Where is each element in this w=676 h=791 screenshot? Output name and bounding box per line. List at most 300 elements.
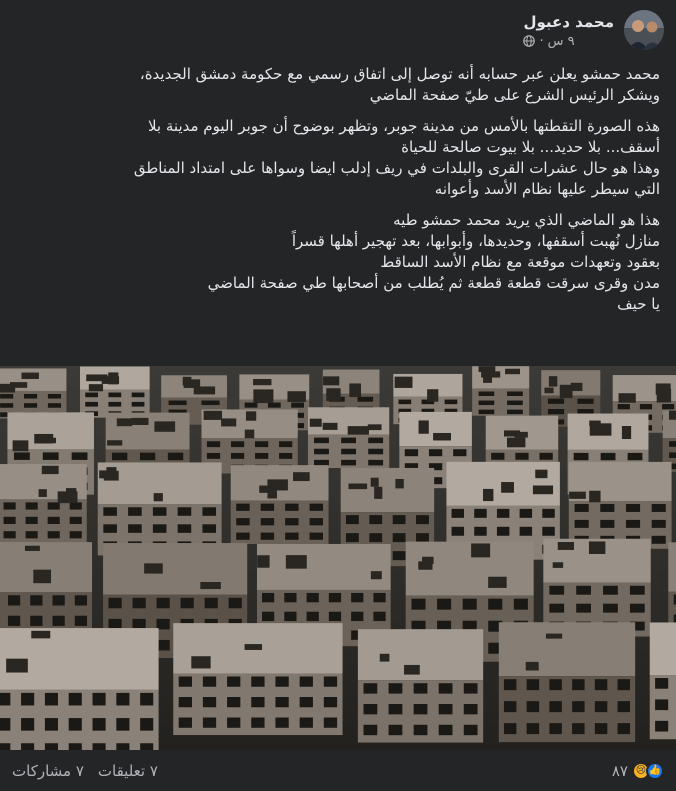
building-window bbox=[393, 515, 406, 524]
building-window bbox=[479, 401, 495, 406]
building-window bbox=[504, 701, 516, 712]
roof-damage bbox=[221, 418, 236, 426]
building-window bbox=[429, 449, 442, 456]
building-window bbox=[227, 676, 240, 686]
building-window bbox=[153, 507, 167, 516]
building-window bbox=[0, 394, 13, 399]
reactions-summary[interactable] bbox=[612, 762, 664, 780]
roof-damage bbox=[368, 424, 382, 430]
building-window bbox=[576, 604, 591, 613]
roof-damage bbox=[38, 438, 56, 443]
building-window bbox=[628, 453, 643, 460]
building-window bbox=[542, 509, 554, 518]
roof-damage bbox=[371, 571, 382, 579]
building-window bbox=[393, 533, 406, 542]
reactions-count: ٨٧ bbox=[611, 761, 628, 780]
roof-damage bbox=[108, 372, 118, 384]
building-window bbox=[75, 595, 87, 605]
text-line: ويشكر الرئيس الشرع على طيّ صفحة الماضي bbox=[369, 86, 660, 104]
building-window bbox=[4, 517, 16, 524]
building-window bbox=[103, 524, 117, 533]
roof-damage bbox=[191, 656, 210, 668]
building-window bbox=[70, 502, 82, 509]
building-window bbox=[655, 721, 668, 732]
roof-damage bbox=[6, 659, 28, 673]
building-window bbox=[48, 531, 60, 538]
building-window bbox=[108, 619, 121, 630]
shares-count[interactable]: ٧ مشاركات bbox=[12, 761, 84, 780]
building-window bbox=[178, 507, 192, 516]
building-window bbox=[128, 524, 142, 533]
building-window bbox=[275, 697, 288, 707]
building-wall bbox=[499, 676, 635, 742]
building-window bbox=[439, 704, 453, 714]
building-window bbox=[310, 533, 323, 540]
building-window bbox=[497, 527, 509, 536]
building-window bbox=[261, 533, 274, 540]
building-window bbox=[14, 452, 30, 460]
building-window bbox=[291, 403, 304, 408]
roof-damage bbox=[483, 489, 493, 501]
building-window bbox=[69, 743, 82, 750]
building-window bbox=[300, 676, 313, 686]
roof-damage bbox=[371, 478, 379, 487]
building-window bbox=[24, 394, 37, 399]
building-window bbox=[549, 701, 561, 712]
building-window bbox=[48, 403, 61, 408]
building-window bbox=[140, 743, 153, 750]
building-window bbox=[229, 598, 242, 609]
building-window bbox=[251, 718, 264, 728]
building-window bbox=[202, 507, 216, 516]
building-window bbox=[630, 604, 645, 613]
roof-damage bbox=[546, 634, 562, 639]
roof-damage bbox=[246, 411, 256, 420]
building-window bbox=[507, 391, 523, 396]
post-photo[interactable] bbox=[0, 366, 676, 750]
building-window bbox=[4, 502, 16, 509]
building-window bbox=[520, 509, 532, 518]
engagement-counts bbox=[12, 762, 158, 780]
text-line: بعقود وتعهدات موقعة مع نظام الأسد الساقط bbox=[380, 253, 660, 271]
building-window bbox=[314, 460, 329, 466]
building-window bbox=[70, 517, 82, 524]
building-window bbox=[655, 678, 668, 689]
building-window bbox=[103, 507, 117, 516]
roof-damage bbox=[471, 543, 490, 557]
roof-damage bbox=[404, 665, 420, 675]
roof-damage bbox=[131, 418, 148, 425]
building-window bbox=[507, 410, 523, 415]
building-window bbox=[416, 533, 429, 542]
building-window bbox=[307, 593, 319, 602]
building-window bbox=[479, 410, 495, 415]
building-window bbox=[236, 518, 249, 525]
building-window bbox=[4, 531, 16, 538]
building-window bbox=[341, 449, 356, 455]
building-window bbox=[618, 723, 630, 734]
building-window bbox=[21, 743, 34, 750]
building-window bbox=[181, 598, 194, 609]
roof-damage bbox=[507, 438, 525, 448]
building-window bbox=[236, 504, 249, 511]
building-window bbox=[26, 502, 38, 509]
building-window bbox=[368, 449, 383, 455]
building-window bbox=[108, 598, 121, 609]
like-reaction-icon: 👍 bbox=[646, 762, 664, 780]
building-window bbox=[140, 453, 155, 461]
building-window bbox=[285, 518, 298, 525]
text-line: منازل نُهبت أسقفها، وحديدها، وأبوابها، بعد تهجير أهلها قسراً bbox=[291, 232, 660, 250]
building-window bbox=[414, 704, 428, 714]
roof-damage bbox=[560, 385, 573, 398]
roof-damage bbox=[204, 411, 222, 420]
building-window bbox=[577, 409, 593, 414]
building-window bbox=[358, 397, 374, 402]
building-window bbox=[504, 723, 516, 734]
building-window bbox=[497, 509, 509, 518]
roof-damage bbox=[323, 376, 339, 385]
building-window bbox=[284, 593, 296, 602]
building-window bbox=[364, 725, 378, 735]
building-window bbox=[205, 598, 218, 609]
building-window bbox=[416, 515, 429, 524]
roof-damage bbox=[154, 493, 163, 501]
building-window bbox=[572, 723, 584, 734]
building-window bbox=[245, 403, 258, 408]
roof-damage bbox=[42, 466, 59, 474]
building-window bbox=[324, 718, 337, 728]
building-window bbox=[474, 527, 486, 536]
building-window bbox=[389, 725, 403, 735]
building-window bbox=[72, 452, 88, 460]
author-avatar[interactable] bbox=[624, 10, 664, 50]
globe-icon[interactable] bbox=[523, 35, 535, 47]
roof-damage bbox=[89, 384, 103, 391]
roof-damage bbox=[31, 631, 50, 639]
roof-damage bbox=[106, 467, 116, 475]
building-window bbox=[630, 586, 645, 595]
building-window bbox=[507, 401, 523, 406]
building-window bbox=[75, 616, 87, 626]
building-window bbox=[527, 679, 539, 690]
building-window bbox=[231, 453, 244, 459]
text-line: محمد حمشو يعلن عبر حسابه أنه توصل إلى اتفاق رسمي مع حكومة دمشق الجديدة، bbox=[139, 65, 660, 83]
reaction-icons bbox=[632, 762, 664, 780]
roof-damage bbox=[656, 383, 671, 394]
building-window bbox=[595, 679, 607, 690]
roof-damage bbox=[533, 485, 553, 494]
building-window bbox=[618, 701, 630, 712]
building-window bbox=[133, 598, 146, 609]
building-window bbox=[346, 515, 359, 524]
post-time[interactable]: ٩ س bbox=[547, 33, 575, 49]
roof-damage bbox=[58, 491, 78, 503]
building-window bbox=[262, 612, 274, 621]
building-window bbox=[549, 586, 564, 595]
text-line: يا حيف bbox=[617, 295, 660, 313]
roof-damage bbox=[287, 391, 305, 402]
roof-damage bbox=[433, 433, 451, 440]
building-window bbox=[542, 527, 554, 536]
roof-damage bbox=[589, 491, 600, 503]
roof-damage bbox=[117, 418, 132, 426]
building-roof bbox=[668, 542, 676, 591]
building-window bbox=[116, 718, 129, 731]
roof-damage bbox=[619, 393, 636, 402]
building-roof bbox=[358, 629, 483, 680]
text-line: أسقف... بلا حديد... بلا بيوت صالحة للحياة bbox=[401, 138, 660, 156]
building-window bbox=[640, 404, 652, 409]
building-window bbox=[116, 743, 129, 750]
building-window bbox=[399, 400, 412, 405]
building-window bbox=[227, 697, 240, 707]
building-window bbox=[351, 593, 363, 602]
building-window bbox=[576, 586, 591, 595]
building-window bbox=[618, 679, 630, 690]
roof-damage bbox=[569, 492, 586, 499]
building-roof bbox=[257, 544, 391, 590]
building-window bbox=[393, 551, 406, 560]
building-window bbox=[179, 676, 192, 686]
roof-damage bbox=[25, 546, 40, 551]
building-window bbox=[69, 718, 82, 731]
building-window bbox=[53, 616, 65, 626]
comments-count[interactable]: ٧ تعليقات bbox=[97, 761, 158, 780]
building-window bbox=[21, 693, 34, 706]
building-window bbox=[307, 612, 319, 621]
roof-damage bbox=[293, 472, 310, 481]
building-window bbox=[491, 453, 504, 460]
building-window bbox=[600, 504, 614, 512]
building-window bbox=[603, 586, 618, 595]
roof-damage bbox=[526, 662, 539, 671]
building-window bbox=[26, 531, 38, 538]
building-window bbox=[43, 452, 59, 460]
building-roof bbox=[650, 622, 676, 675]
roof-damage bbox=[323, 423, 338, 430]
author-name[interactable]: محمد دعبول bbox=[523, 12, 614, 31]
building-window bbox=[539, 453, 552, 460]
building-window bbox=[601, 453, 616, 460]
building-window bbox=[488, 599, 502, 610]
building-window bbox=[411, 599, 425, 610]
building-window bbox=[329, 593, 341, 602]
building-window bbox=[520, 527, 532, 536]
building-roof bbox=[103, 543, 247, 595]
building-window bbox=[310, 504, 323, 511]
building-window bbox=[285, 533, 298, 540]
roof-damage bbox=[183, 377, 192, 386]
building-window bbox=[153, 524, 167, 533]
building-window bbox=[341, 460, 356, 466]
building-window bbox=[112, 453, 127, 461]
building-window bbox=[45, 743, 58, 750]
text-line: التي سيطر عليها نظام الأسد وأعوانه bbox=[434, 180, 660, 198]
building-window bbox=[452, 509, 464, 518]
building-window bbox=[132, 393, 145, 398]
building-window bbox=[116, 693, 129, 706]
building-window bbox=[300, 718, 313, 728]
building-window bbox=[437, 599, 451, 610]
building-window bbox=[600, 520, 614, 528]
roof-damage bbox=[267, 489, 276, 498]
building-window bbox=[548, 409, 564, 414]
building-window bbox=[464, 725, 478, 735]
building-window bbox=[652, 504, 666, 512]
building-window bbox=[452, 527, 464, 536]
roof-damage bbox=[194, 386, 215, 394]
building-roof bbox=[399, 412, 472, 446]
building-window bbox=[207, 441, 220, 447]
roof-damage bbox=[286, 555, 307, 569]
building-window bbox=[626, 504, 640, 512]
building-window bbox=[373, 593, 385, 602]
building-window bbox=[368, 438, 383, 444]
roof-damage bbox=[245, 644, 262, 650]
roof-damage bbox=[558, 542, 574, 550]
building-window bbox=[652, 536, 666, 544]
post-paragraph-1 bbox=[16, 64, 660, 106]
roof-damage bbox=[144, 563, 163, 573]
building-window bbox=[108, 393, 121, 398]
building-window bbox=[655, 699, 668, 710]
building-window bbox=[439, 725, 453, 735]
building-window bbox=[595, 701, 607, 712]
building-window bbox=[255, 441, 268, 447]
building-window bbox=[24, 403, 37, 408]
building-window bbox=[275, 718, 288, 728]
building-window bbox=[445, 400, 458, 405]
building-window bbox=[669, 441, 676, 447]
building-window bbox=[0, 743, 10, 750]
building-window bbox=[93, 718, 106, 731]
roof-damage bbox=[535, 470, 547, 478]
building-window bbox=[405, 449, 418, 456]
building-window bbox=[203, 697, 216, 707]
building-window bbox=[179, 718, 192, 728]
building-window bbox=[549, 679, 561, 690]
destroyed-city-aerial-photo bbox=[0, 366, 676, 750]
building-window bbox=[261, 504, 274, 511]
roof-damage bbox=[514, 432, 527, 438]
roof-damage bbox=[257, 555, 269, 567]
building-roof bbox=[0, 542, 92, 592]
building-window bbox=[0, 693, 10, 706]
building-window bbox=[178, 524, 192, 533]
building-window bbox=[572, 679, 584, 690]
building-window bbox=[474, 509, 486, 518]
building-window bbox=[231, 441, 244, 447]
roof-damage bbox=[553, 562, 563, 568]
roof-damage bbox=[21, 373, 38, 379]
building-window bbox=[48, 502, 60, 509]
building-window bbox=[93, 693, 106, 706]
text-line: هذه الصورة التقطتها بالأمس من مدينة جوبر، وتظهر بوضوح أن جوبر اليوم مدينة بلا bbox=[147, 117, 660, 135]
building-window bbox=[108, 402, 121, 407]
roof-damage bbox=[348, 484, 367, 490]
building-window bbox=[527, 701, 539, 712]
building-window bbox=[369, 533, 382, 542]
building-window bbox=[527, 723, 539, 734]
building-window bbox=[504, 679, 516, 690]
roof-damage bbox=[422, 557, 434, 564]
building-window bbox=[48, 394, 61, 399]
building-window bbox=[549, 604, 564, 613]
roof-damage bbox=[501, 482, 514, 493]
roof-damage bbox=[549, 376, 557, 386]
building-window bbox=[369, 515, 382, 524]
building-window bbox=[577, 399, 593, 404]
roof-damage bbox=[154, 421, 175, 431]
building-window bbox=[279, 441, 292, 447]
avatar-photo-icon bbox=[624, 10, 664, 50]
building-window bbox=[574, 453, 589, 460]
building-window bbox=[626, 520, 640, 528]
building-window bbox=[463, 599, 477, 610]
building-window bbox=[368, 460, 383, 466]
building-window bbox=[203, 676, 216, 686]
building-window bbox=[45, 718, 58, 731]
building-roof bbox=[341, 468, 434, 512]
building-window bbox=[179, 697, 192, 707]
roof-damage bbox=[544, 388, 553, 394]
building-window bbox=[364, 704, 378, 714]
building-window bbox=[157, 598, 170, 609]
building-window bbox=[549, 723, 561, 734]
building-window bbox=[275, 676, 288, 686]
building-window bbox=[662, 404, 674, 409]
building-window bbox=[8, 616, 20, 626]
roof-damage bbox=[200, 582, 221, 589]
building-window bbox=[85, 393, 98, 398]
building-window bbox=[464, 683, 478, 693]
building-window bbox=[595, 723, 607, 734]
roof-damage bbox=[374, 487, 382, 499]
building-window bbox=[140, 718, 153, 731]
building-window bbox=[85, 402, 98, 407]
roof-damage bbox=[326, 388, 340, 401]
building-window bbox=[439, 683, 453, 693]
building-window bbox=[261, 518, 274, 525]
building-window bbox=[346, 533, 359, 542]
building-window bbox=[202, 524, 216, 533]
roof-damage bbox=[310, 419, 322, 427]
building-window bbox=[203, 718, 216, 728]
building-window bbox=[575, 520, 589, 528]
roof-damage bbox=[488, 577, 506, 588]
building-window bbox=[575, 504, 589, 512]
building-window bbox=[364, 683, 378, 693]
building-window bbox=[133, 619, 146, 630]
roof-damage bbox=[39, 489, 47, 497]
building-window bbox=[548, 399, 564, 404]
roof-damage bbox=[590, 423, 612, 435]
roof-damage bbox=[395, 377, 413, 388]
building-window bbox=[236, 533, 249, 540]
building-window bbox=[285, 504, 298, 511]
building-window bbox=[464, 704, 478, 714]
building-window bbox=[414, 683, 428, 693]
building-window bbox=[201, 401, 219, 406]
roof-damage bbox=[481, 371, 500, 377]
building-window bbox=[652, 520, 666, 528]
roof-damage bbox=[571, 383, 583, 391]
building-window bbox=[324, 697, 337, 707]
roof-damage bbox=[253, 389, 273, 403]
building-window bbox=[389, 704, 403, 714]
building-window bbox=[45, 693, 58, 706]
